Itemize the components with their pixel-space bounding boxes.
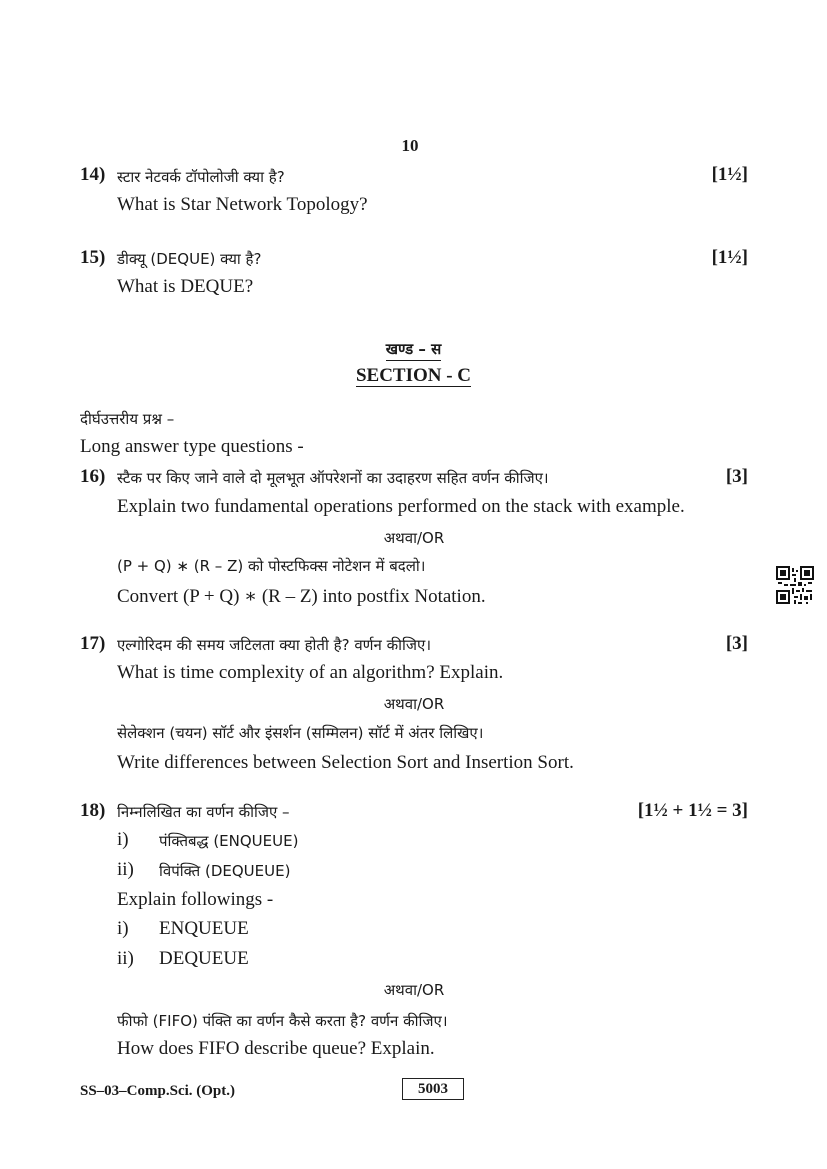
q14-num: 14 xyxy=(80,164,99,185)
q18-english-item-label-2: ii) xyxy=(117,948,134,969)
q16-or-separator: अथवा/OR xyxy=(383,529,445,547)
q14-hindi-text: स्टार नेटवर्क टॉपोलोजी क्या है? xyxy=(117,168,285,186)
q17-hindi-text: एल्गोरिदम की समय जटिलता क्या होती है? वर्णन कीजिए। xyxy=(117,636,432,654)
q17-english-text: What is time complexity of an algorithm? Explain. xyxy=(117,662,504,683)
q18-alt-english-text: How does FIFO describe queue? Explain. xyxy=(117,1038,435,1059)
section-heading-english-wrap xyxy=(300,365,527,387)
qr-code-icon xyxy=(776,566,814,604)
q17-alt-hindi-text: सेलेक्शन (चयन) सॉर्ट और इंसर्शन (सम्मिलन) सॉर्ट में अंतर लिखिए। xyxy=(117,724,484,742)
q16-hindi-text: स्टैक पर किए जाने वाले दो मूलभूत ऑपरेशनों का उदाहरण सहित वर्णन कीजिए। xyxy=(117,469,549,487)
q17-marks: [3] xyxy=(725,633,748,654)
q18-marks: [1½ + 1½ = 3] xyxy=(637,800,748,821)
q18-hindi-item-label-1: i) xyxy=(117,829,129,850)
question-number-14: 14) xyxy=(80,164,106,185)
section-heading-hindi-wrap xyxy=(300,339,527,359)
q17-alt-english-text: Write differences between Selection Sort and Insertion Sort. xyxy=(117,752,574,773)
long-answer-hindi: दीर्घउत्तरीय प्रश्न – xyxy=(80,410,175,428)
q14-english-text: What is Star Network Topology? xyxy=(117,194,368,215)
q16-marks: [3] xyxy=(725,466,748,487)
q18-hindi-item-label-2: ii) xyxy=(117,859,134,880)
q17-num: 17 xyxy=(80,633,99,654)
q18-english-item-label-1: i) xyxy=(117,918,129,939)
long-answer-english: Long answer type questions - xyxy=(80,436,304,457)
question-number-18: 18) xyxy=(80,800,106,821)
footer-paper-code: SS–03–Comp.Sci. (Opt.) xyxy=(80,1083,236,1099)
q16-alt-english-text: Convert (P + Q) ∗ (R – Z) into postfix Notation. xyxy=(117,586,486,607)
q18-english-item-2: DEQUEUE xyxy=(159,948,249,969)
q16-alt-hindi-text: (P + Q) ∗ (R – Z) को पोस्टफिक्स नोटेशन में बदलो। xyxy=(117,557,426,575)
q18-or-separator: अथवा/OR xyxy=(383,981,445,999)
q16-num: 16 xyxy=(80,466,99,487)
q18-hindi-text: निम्नलिखित का वर्णन कीजिए – xyxy=(117,803,290,821)
q18-num: 18 xyxy=(80,800,99,821)
page-number: 10 xyxy=(401,136,419,155)
q17-or-separator: अथवा/OR xyxy=(383,695,445,713)
q14-marks: [1½] xyxy=(711,164,748,185)
q18-hindi-item-1: पंक्तिबद्ध (ENQUEUE) xyxy=(159,832,299,850)
q15-marks: [1½] xyxy=(711,247,748,268)
q16-english-text: Explain two fundamental operations performed on the stack with example. xyxy=(117,496,685,517)
question-number-15: 15) xyxy=(80,247,106,268)
q15-english-text: What is DEQUE? xyxy=(117,276,254,297)
q18-english-item-1: ENQUEUE xyxy=(159,918,249,939)
section-heading-hindi: खण्ड – स xyxy=(386,340,442,361)
q18-alt-hindi-text: फीफो (FIFO) पंक्ति का वर्णन कैसे करता है? वर्णन कीजिए। xyxy=(117,1012,448,1030)
footer-paper-number: 5003 xyxy=(402,1078,464,1100)
question-number-16: 16) xyxy=(80,466,106,487)
q15-num: 15 xyxy=(80,247,99,268)
section-heading-english: SECTION - C xyxy=(355,365,472,386)
q15-hindi-text: डीक्यू (DEQUE) क्या है? xyxy=(117,250,262,268)
q18-english-text: Explain followings - xyxy=(117,889,274,910)
q18-hindi-item-2: विपंक्ति (DEQUEUE) xyxy=(159,862,291,880)
question-number-17: 17) xyxy=(80,633,106,654)
